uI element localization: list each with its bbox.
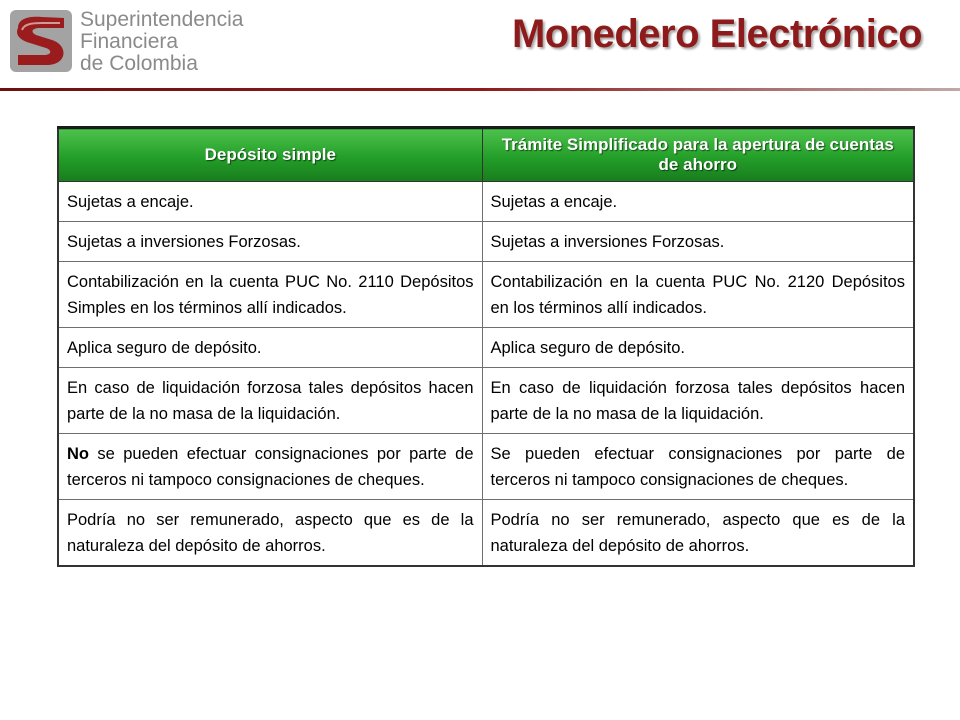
table-row [58, 500, 914, 567]
table-row [58, 328, 914, 368]
table-cell: Aplica seguro de depósito. [58, 328, 482, 368]
table-cell: Sujetas a inversiones Forzosas. [58, 222, 482, 262]
column-header-deposito-simple: Depósito simple [58, 128, 482, 182]
table-cell: Contabilización en la cuenta PUC No. 2120 Depósitos en los términos allí indicados. [482, 262, 914, 328]
logo-wordmark [80, 9, 243, 75]
comparison-table-container [57, 126, 913, 567]
table-cell: En caso de liquidación forzosa tales depósitos hacen parte de la no masa de la liquidación. [58, 368, 482, 434]
table-cell: Se pueden efectuar consignaciones por parte de terceros ni tampoco consignaciones de cheques. [482, 434, 914, 500]
table-row [58, 182, 914, 222]
page-title: Monedero Electrónico [511, 12, 922, 56]
logo-line-2: Financiera [80, 30, 179, 53]
table-row [58, 368, 914, 434]
table-cell: En caso de liquidación forzosa tales depósitos hacen parte de la no masa de la liquidación. [482, 368, 914, 434]
table-row [58, 434, 914, 500]
comparison-table [57, 126, 915, 567]
slide-header [0, 0, 960, 92]
table-header-row [58, 128, 914, 182]
table-cell: Sujetas a encaje. [58, 182, 482, 222]
header-divider [0, 88, 960, 91]
logo-line-3: de Colombia [80, 52, 198, 75]
logo-line-1: Superintendencia [80, 8, 244, 31]
table-cell: Sujetas a inversiones Forzosas. [482, 222, 914, 262]
column-header-tramite-simplificado: Trámite Simplificado para la apertura de cuentas de ahorro [482, 128, 914, 182]
table-cell: No se pueden efectuar consignaciones por parte de terceros ni tampoco consignaciones de cheques. [58, 434, 482, 500]
table-cell: Podría no ser remunerado, aspecto que es de la naturaleza del depósito de ahorros. [58, 500, 482, 567]
table-cell: Sujetas a encaje. [482, 182, 914, 222]
superintendencia-logo-icon [10, 10, 72, 72]
table-cell: Aplica seguro de depósito. [482, 328, 914, 368]
table-row [58, 262, 914, 328]
emphasis-no: No [67, 445, 89, 463]
table-cell: Contabilización en la cuenta PUC No. 2110 Depósitos Simples en los términos allí indicados. [58, 262, 482, 328]
table-cell: Podría no ser remunerado, aspecto que es de la naturaleza del depósito de ahorros. [482, 500, 914, 567]
table-row [58, 222, 914, 262]
